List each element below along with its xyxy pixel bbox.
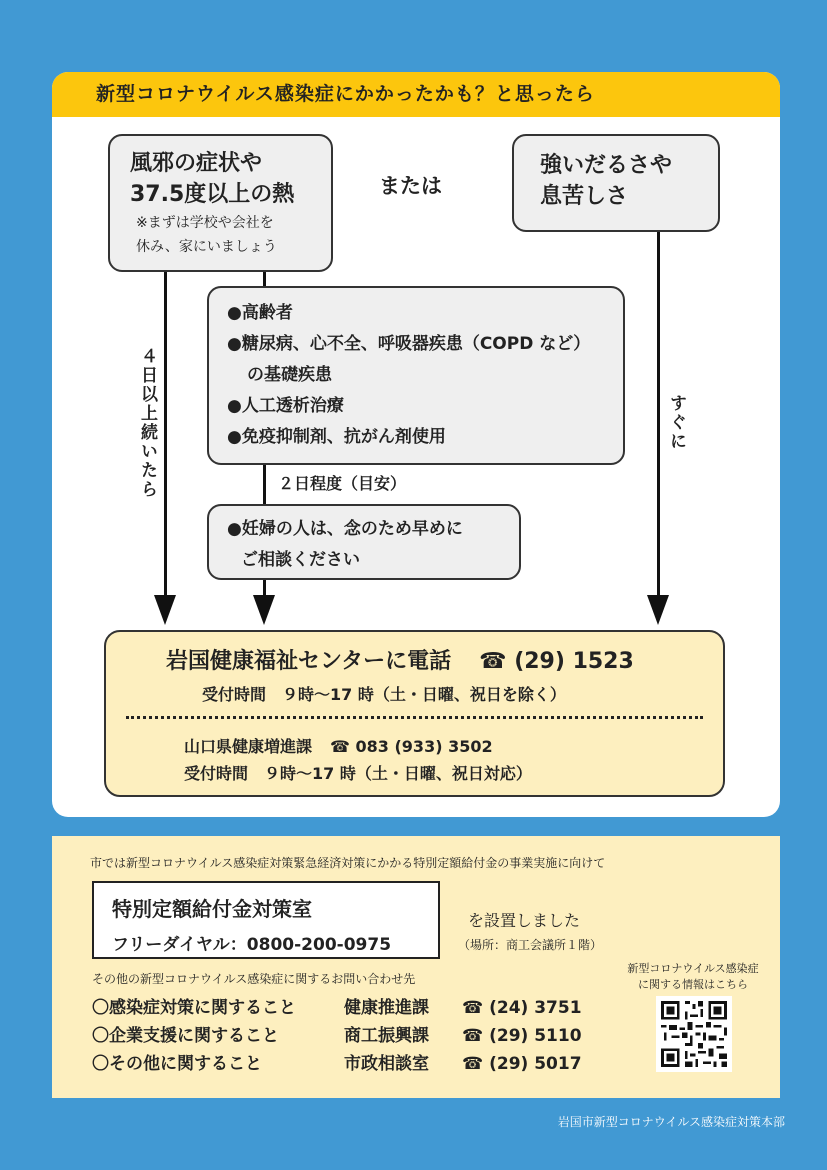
benefit-office-name: 特別定額給付金対策室	[112, 897, 312, 921]
risk-item: ●高齢者	[227, 303, 293, 323]
dotted-divider	[126, 716, 703, 719]
left-arrowhead	[154, 595, 176, 625]
contact-phone[interactable]: ☎ (24) 3751	[462, 998, 582, 1018]
prefecture-hours: 受付時間 ９時～17 時（土・日曜、祝日対応）	[184, 764, 532, 783]
cold-symptom-box	[108, 134, 333, 272]
center-connector-top	[263, 272, 266, 286]
cold-note-line1: ※まずは学校や会社を	[136, 215, 274, 231]
office-location: （場所：商工会議所１階）	[458, 938, 603, 952]
cold-note-line2: 休み、家にいましょう	[136, 239, 277, 255]
contact-topic: 〇その他に関すること	[92, 1054, 262, 1074]
benefit-office-box	[92, 881, 440, 959]
prefecture-dept-name: 山口県健康増進課	[184, 737, 313, 756]
inquiry-heading: その他の新型コロナウイルス感染症に関するお問い合わせ先	[92, 972, 416, 986]
severe-symptom-line1: 強いだるさや	[540, 153, 673, 178]
contact-topic: 〇企業支援に関すること	[92, 1026, 279, 1046]
contact-phone[interactable]: ☎ (29) 5017	[462, 1054, 582, 1074]
contact-dept: 市政相談室	[344, 1054, 429, 1074]
qr-caption: 新型コロナウイルス感染症に関する情報はこちら	[627, 962, 759, 991]
cold-symptom-line2: 37.5度以上の熱	[130, 182, 295, 207]
contact-dept: 商工振興課	[344, 1026, 429, 1046]
contact-row	[92, 1022, 582, 1050]
prefecture-contact	[184, 734, 493, 757]
contact-phone[interactable]: ☎ (29) 5110	[462, 1026, 582, 1046]
risk-item: の基礎疾患	[247, 365, 332, 385]
four-days-label: ４日以上続いたら	[137, 347, 157, 499]
established-text: を設置しました	[468, 911, 581, 930]
high-risk-box	[207, 286, 625, 465]
benefit-info-panel	[52, 836, 780, 1098]
qr-code-icon[interactable]	[656, 996, 732, 1072]
health-center-call	[166, 644, 634, 675]
severe-symptom-line2: 息苦しさ	[540, 184, 629, 209]
contact-list	[92, 994, 582, 1078]
contact-row	[92, 1050, 582, 1078]
pregnant-line2: ご相談ください	[241, 550, 360, 570]
flow-panel	[52, 72, 780, 817]
page-title: 新型コロナウイルス感染症にかかったかも？と思ったら	[52, 72, 780, 117]
right-connector-line	[657, 232, 660, 597]
prefecture-phone[interactable]: ☎ 083 (933) 3502	[330, 737, 493, 756]
benefit-intro: 市では新型コロナウイルス感染症対策緊急経済対策にかかる特別定額給付金の事業実施に向けて	[90, 856, 606, 870]
right-arrowhead	[647, 595, 669, 625]
two-days-label: ２日程度（目安）	[278, 474, 407, 493]
free-dial-number[interactable]: フリーダイヤル：0800-200-0975	[112, 935, 392, 955]
center-arrowhead	[253, 595, 275, 625]
footer-org-name: 岩国市新型コロナウイルス感染症対策本部	[557, 1115, 785, 1129]
left-connector-line	[164, 272, 167, 597]
health-center-name: 岩国健康福祉センターに電話	[166, 649, 452, 674]
pregnant-line1: ●妊婦の人は、念のため早めに	[227, 519, 463, 539]
center-connector-mid	[263, 465, 266, 504]
risk-item: ●人工透析治療	[227, 396, 344, 416]
risk-item: ●糖尿病、心不全、呼吸器疾患（COPD など）	[227, 334, 591, 354]
severe-symptom-box	[512, 134, 720, 232]
risk-item: ●免疫抑制剤、抗がん剤使用	[227, 427, 446, 447]
or-label: または	[379, 174, 442, 198]
contact-topic: 〇感染症対策に関すること	[92, 998, 296, 1018]
immediately-label: すぐに	[666, 394, 686, 451]
contact-row	[92, 994, 582, 1022]
health-center-box	[104, 630, 725, 797]
pregnant-box	[207, 504, 521, 580]
health-center-hours: 受付時間 ９時～17 時（土・日曜、祝日を除く）	[202, 685, 566, 704]
health-center-phone[interactable]: ☎ (29) 1523	[479, 649, 634, 674]
contact-dept: 健康推進課	[344, 998, 429, 1018]
cold-symptom-line1: 風邪の症状や	[130, 151, 263, 176]
